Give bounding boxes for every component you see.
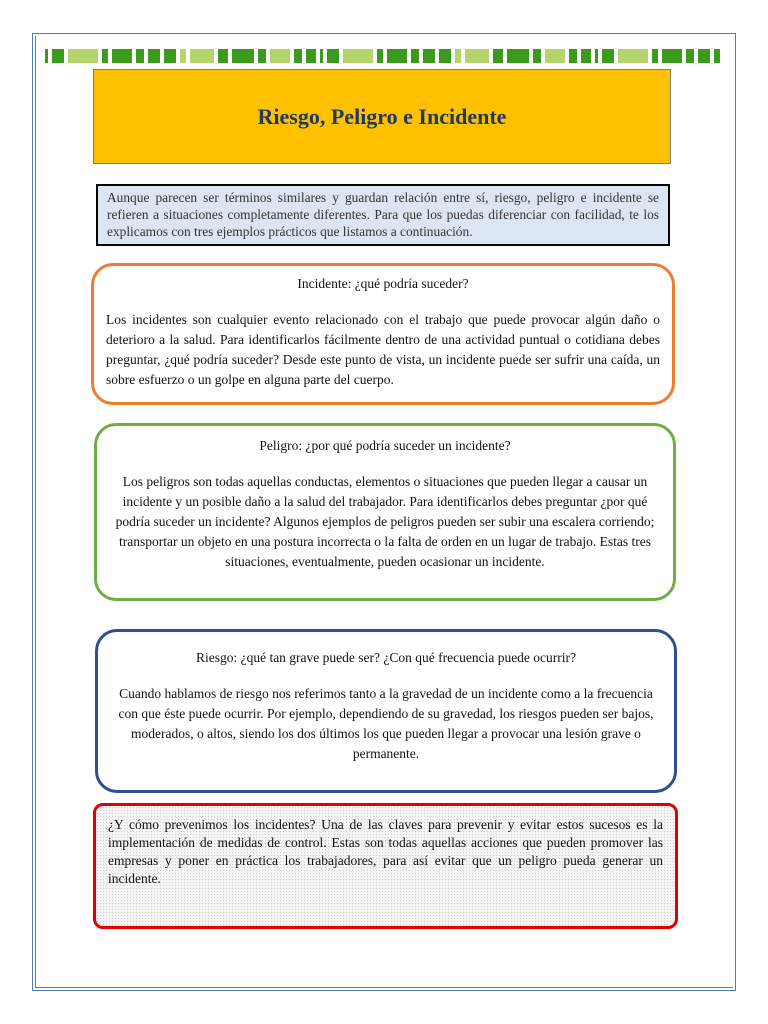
strip-block (439, 49, 451, 63)
strip-block (112, 49, 132, 63)
title-box (93, 69, 671, 164)
strip-block (102, 49, 108, 63)
peligro-body: Los peligros son todas aquellas conductas, elementos o situaciones que pueden llegar a causar un incidente y un posible daño a la salud del trabajador. Para identificarlos debes preguntar ¿por qué podría suceder un incidente? Algunos ejemplos de peligros pueden ser subir una escalera corriendo; transportar un objeto en una postura incorrecta o la falta de orden en un lugar de trabajo. Estas tres situaciones, eventualmente, pueden ocasionar un incidente. (115, 474, 655, 569)
intro-text: Aunque parecen ser términos similares y guardan relación entre sí, riesgo, peligro e incidente se refieren a situaciones completamente diferentes. Para que los puedas diferenciar con facilidad, te los explicamos con tres ejemplos prácticos que listamos a continuación. (107, 190, 659, 239)
strip-block (455, 49, 461, 63)
strip-block (493, 49, 503, 63)
incidente-heading: Incidente: ¿qué podría suceder? (297, 276, 469, 291)
peligro-card (94, 423, 676, 601)
strip-block (148, 49, 160, 63)
incidente-body: Los incidentes son cualquier evento relacionado con el trabajo que puede provocar algún daño o deterioro a la salud. Para identificarlos fácilmente dentro de una actividad puntual o cotidiana debes preguntar, ¿qué podría suceder? Desde este punto de vista, un incidente puede ser sufrir una caída, un sobre esfuerzo o un golpe en alguna parte del cuerpo. (106, 312, 660, 387)
riesgo-card (95, 629, 677, 793)
strip-block (136, 49, 144, 63)
strip-block (258, 49, 266, 63)
strip-block (377, 49, 383, 63)
strip-block (533, 49, 541, 63)
strip-block (320, 49, 323, 63)
decorative-strip (45, 49, 720, 63)
strip-block (581, 49, 591, 63)
strip-block (180, 49, 186, 63)
strip-block (327, 49, 339, 63)
intro-box (96, 184, 670, 246)
strip-block (306, 49, 316, 63)
strip-block (545, 49, 565, 63)
strip-block (465, 49, 489, 63)
peligro-heading: Peligro: ¿por qué podría suceder un incidente? (259, 438, 511, 453)
prevencion-body: ¿Y cómo prevenimos los incidentes? Una de las claves para prevenir y evitar estos sucesos es la implementación de medidas de control. Estas son todas aquellas acciones que pueden promover las empresas y poner en práctica los trabajadores, para así evitar que un peligro pueda generar un incidente. (108, 817, 663, 886)
strip-block (270, 49, 290, 63)
strip-block (164, 49, 176, 63)
strip-block (411, 49, 419, 63)
strip-block (698, 49, 710, 63)
strip-block (423, 49, 435, 63)
strip-block (232, 49, 254, 63)
strip-block (618, 49, 648, 63)
strip-block (294, 49, 302, 63)
incidente-card (91, 263, 675, 405)
strip-block (52, 49, 64, 63)
strip-block (387, 49, 407, 63)
strip-block (602, 49, 614, 63)
strip-block (218, 49, 228, 63)
strip-block (190, 49, 214, 63)
strip-block (662, 49, 682, 63)
strip-block (68, 49, 98, 63)
page-title: Riesgo, Peligro e Incidente (257, 103, 507, 129)
strip-block (686, 49, 694, 63)
strip-block (652, 49, 658, 63)
strip-block (343, 49, 373, 63)
strip-block (595, 49, 598, 63)
riesgo-heading: Riesgo: ¿qué tan grave puede ser? ¿Con qué frecuencia puede ocurrir? (195, 650, 577, 665)
strip-block (507, 49, 529, 63)
strip-block (45, 49, 48, 63)
riesgo-body: Cuando hablamos de riesgo nos referimos tanto a la gravedad de un incidente como a la frecuencia con que éste puede ocurrir. Por ejemplo, dependiendo de su gravedad, los riesgos pueden ser bajos, moderados, o altos, siendo los dos últimos los que pueden llegar a provocar una lesión grave o permanente. (118, 686, 654, 761)
strip-block (714, 49, 720, 63)
prevencion-box (93, 803, 678, 929)
strip-block (569, 49, 577, 63)
